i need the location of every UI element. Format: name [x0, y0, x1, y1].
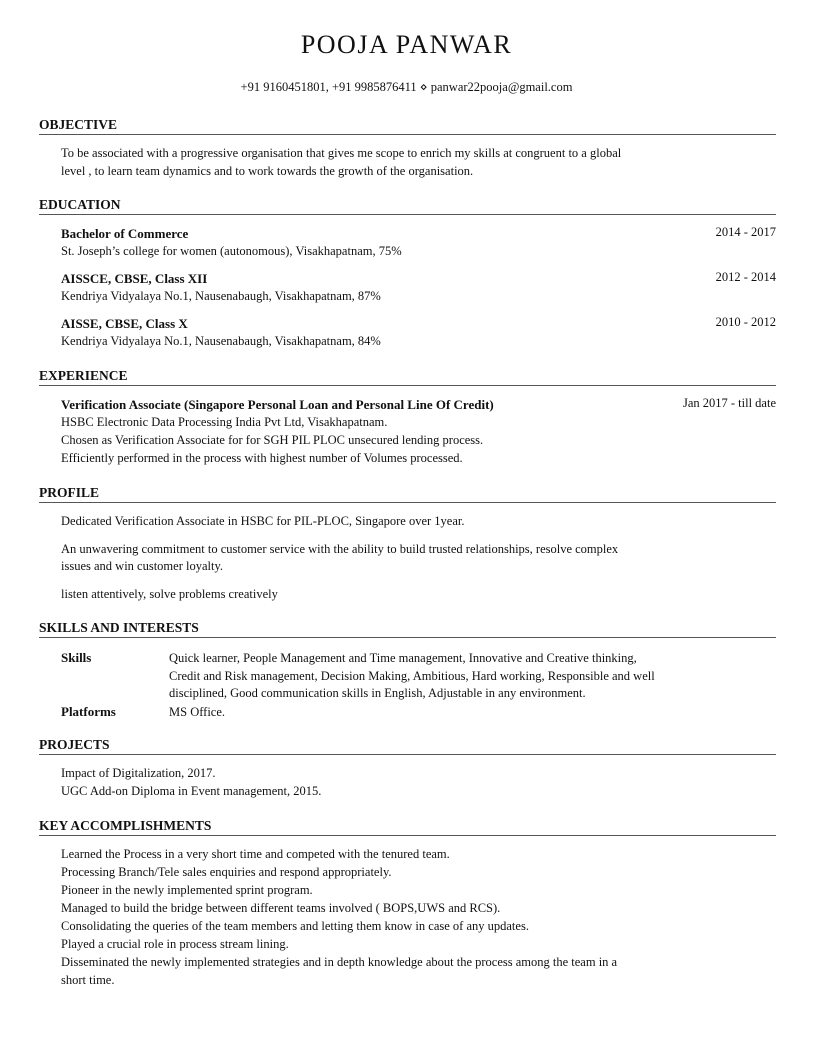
education-degree: Bachelor of Commerce — [61, 226, 189, 241]
education-school: Kendriya Vidyalaya No.1, Nausenabaugh, Visakhapatnam, 87% — [61, 289, 381, 303]
profile-heading: PROFILE — [39, 485, 776, 503]
project-item: Impact of Digitalization, 2017. — [61, 766, 216, 780]
education-years: 2014 - 2017 — [715, 225, 776, 239]
skills-value — [169, 650, 783, 703]
accomplishment-item: Pioneer in the newly implemented sprint program. — [61, 883, 313, 897]
objective-heading: OBJECTIVE — [39, 117, 776, 135]
skills-heading: SKILLS AND INTERESTS — [39, 620, 776, 638]
experience-line: HSBC Electronic Data Processing India Pvt Ltd, Visakhapatnam. — [61, 415, 388, 429]
objective-line-1: To be associated with a progressive organisation that gives me scope to enrich my skills at congruent to a global — [61, 146, 622, 160]
accomplishment-item: short time. — [61, 973, 115, 987]
contact-info: +91 9160451801, +91 9985876411 ⋄ panwar22pooja@gmail.com — [240, 80, 573, 94]
candidate-name: POOJA PANWAR — [300, 30, 513, 59]
skills-label: Skills — [61, 650, 92, 665]
education-heading: EDUCATION — [39, 197, 776, 215]
projects-heading: PROJECTS — [39, 737, 776, 755]
accomplishment-item: Processing Branch/Tele sales enquiries and respond appropriately. — [61, 865, 392, 879]
experience-role: Verification Associate (Singapore Personal Loan and Personal Line Of Credit) — [61, 397, 494, 412]
skills-value-line: Quick learner, People Management and Time management, Innovative and Creative thinking, — [169, 651, 637, 665]
education-degree: AISSCE, CBSE, Class XII — [61, 271, 208, 286]
project-item: UGC Add-on Diploma in Event management, 2015. — [61, 784, 322, 798]
experience-line: Efficiently performed in the process with highest number of Volumes processed. — [61, 451, 463, 465]
profile-paragraph: listen attentively, solve problems creatively — [61, 587, 278, 601]
experience-line: Chosen as Verification Associate for for SGH PIL PLOC unsecured lending process. — [61, 433, 484, 447]
profile-paragraph: issues and win customer loyalty. — [61, 559, 224, 573]
accomplishment-item: Learned the Process in a very short time and competed with the tenured team. — [61, 847, 450, 861]
education-years: 2012 - 2014 — [715, 270, 776, 284]
objective-line-2: level , to learn team dynamics and to work towards the growth of the organisation. — [61, 164, 474, 178]
education-school: Kendriya Vidyalaya No.1, Nausenabaugh, Visakhapatnam, 84% — [61, 334, 381, 348]
education-degree: AISSE, CBSE, Class X — [61, 316, 188, 331]
skills-value-line: Credit and Risk management, Decision Making, Ambitious, Hard working, Responsible and well — [169, 668, 655, 683]
platforms-label: Platforms — [61, 704, 116, 719]
experience-dates: Jan 2017 - till date — [682, 396, 776, 410]
accomplishment-item: Played a crucial role in process stream lining. — [61, 937, 289, 951]
experience-heading: EXPERIENCE — [39, 368, 776, 386]
accomplishments-heading: KEY ACCOMPLISHMENTS — [39, 818, 776, 836]
accomplishment-item: Consolidating the queries of the team members and letting them know in case of any updates. — [61, 919, 529, 933]
platforms-value: MS Office. — [169, 705, 226, 719]
skills-value-line: disciplined, Good communication skills in English, Adjustable in any environment. — [169, 686, 586, 700]
education-years: 2010 - 2012 — [715, 315, 776, 329]
profile-paragraph: Dedicated Verification Associate in HSBC for PIL-PLOC, Singapore over 1year. — [61, 514, 465, 528]
education-school: St. Joseph’s college for women (autonomous), Visakhapatnam, 75% — [61, 244, 402, 258]
profile-paragraph: An unwavering commitment to customer service with the ability to build trusted relationships, resolve complex — [61, 542, 619, 556]
accomplishment-item: Disseminated the newly implemented strategies and in depth knowledge about the process among the team in a — [61, 955, 618, 969]
accomplishment-item: Managed to build the bridge between different teams involved ( BOPS,UWS and RCS). — [61, 901, 501, 915]
